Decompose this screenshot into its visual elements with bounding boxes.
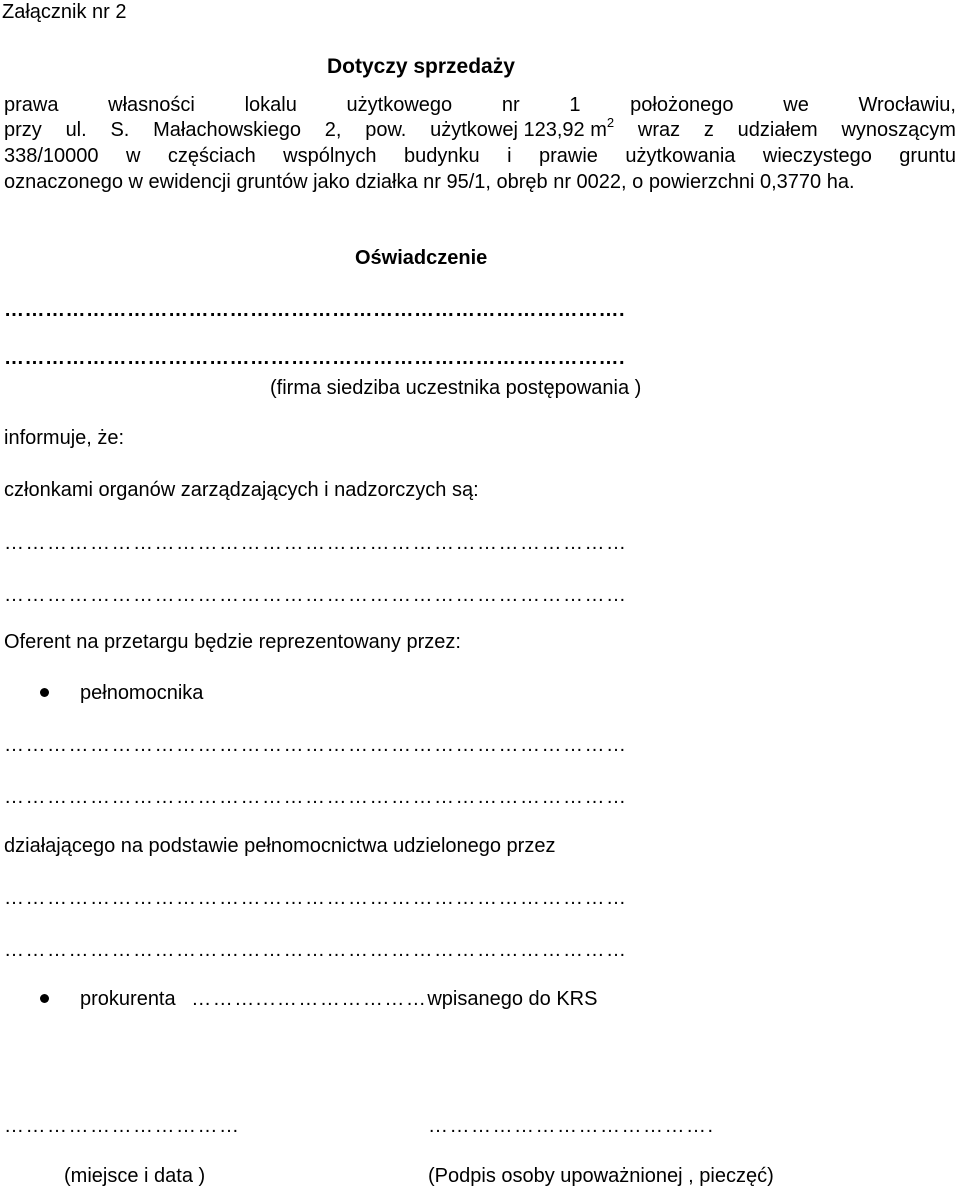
intro-word: pow. (365, 119, 407, 141)
procurator-label: prokurenta (80, 988, 176, 1010)
signature-dotted-line: …………………………………. (428, 1115, 715, 1137)
intro-word: prawa (4, 94, 59, 116)
intro-line-4: oznaczonego w ewidencji gruntów jako działka nr 95/1, obręb nr 0022, o powierzchni 0,3770 ha. (4, 171, 855, 193)
intro-word: ul. (65, 119, 87, 141)
intro-word: częściach (167, 145, 256, 167)
intro-word: własności (108, 94, 195, 116)
bullet-icon (40, 994, 49, 1003)
intro-word: użytkowania (625, 145, 736, 167)
document-title: Dotyczy sprzedaży (327, 55, 515, 78)
intro-word: przy (4, 119, 42, 141)
intro-word: z (703, 119, 714, 141)
intro-line-2 (4, 115, 956, 141)
intro-word: wspólnych (283, 145, 377, 167)
option-attorney: pełnomocnika (80, 682, 204, 704)
firm-caption: (firma siedziba uczestnika postępowania ) (270, 377, 642, 399)
attorney-dotted-line-1: …………………………………………………………………………… (4, 734, 628, 756)
authorizer-dotted-line-1: …………………………………………………………………………… (4, 887, 628, 909)
intro-word: we (783, 94, 809, 116)
intro-word: wieczystego (762, 145, 872, 167)
intro-line-1 (4, 95, 956, 115)
intro-word: prawie (539, 145, 598, 167)
firm-dotted-line-1: ………………………………………………………………………………. (4, 299, 626, 321)
firm-dotted-line-2: ………………………………………………………………………………. (4, 347, 626, 369)
represented-label: Oferent na przetargu będzie reprezentowany przez: (4, 631, 461, 653)
intro-word: budynku (404, 145, 480, 167)
intro-word: 1 (569, 94, 581, 116)
bullet-icon (40, 688, 49, 697)
intro-word: gruntu (899, 145, 956, 167)
authorizer-dotted-line-2: …………………………………………………………………………… (4, 939, 628, 961)
acting-label: działającego na podstawie pełnomocnictwa udzielonego przez (4, 835, 556, 857)
area-text: użytkowej 123,92 m (430, 119, 607, 141)
option-procurator (80, 989, 597, 1009)
intro-word: wraz (637, 119, 681, 141)
intro-word: położonego (630, 94, 734, 116)
intro-line-3 (4, 146, 956, 166)
intro-word: w (126, 145, 141, 167)
attorney-dotted-line-2: …………………………………………………………………………… (4, 786, 628, 808)
informs-label: informuje, że: (4, 427, 125, 449)
intro-word: wynoszącym (841, 119, 956, 141)
intro-word: lokalu (244, 94, 297, 116)
intro-word: S. (110, 119, 130, 141)
intro-word: Małachowskiego (153, 119, 301, 141)
members-label: członkami organów zarządzających i nadzorczych są: (4, 479, 479, 501)
area-superscript: 2 (606, 115, 615, 130)
area-value (430, 115, 615, 141)
members-dotted-line-1: …………………………………………………………………………… (4, 532, 628, 554)
intro-word: użytkowego (346, 94, 453, 116)
procurator-dotted-line: ………...………………… (191, 988, 428, 1010)
procurator-suffix: wpisanego do KRS (427, 988, 598, 1010)
members-dotted-line-2: …………………………………………………………………………… (4, 584, 628, 606)
place-date-caption: (miejsce i data ) (64, 1165, 206, 1187)
declaration-heading: Oświadczenie (355, 247, 488, 269)
intro-word: udziałem (737, 119, 818, 141)
place-date-dotted-line: …………………………… (4, 1115, 241, 1137)
signature-caption: (Podpis osoby upoważnionej , pieczęć) (428, 1165, 774, 1187)
intro-word: Wrocławiu, (858, 94, 956, 116)
intro-word: nr (501, 94, 520, 116)
intro-word: 338/10000 (4, 145, 99, 167)
intro-word: 2, (324, 119, 342, 141)
intro-word: i (507, 145, 512, 167)
attachment-label: Załącznik nr 2 (2, 1, 127, 23)
